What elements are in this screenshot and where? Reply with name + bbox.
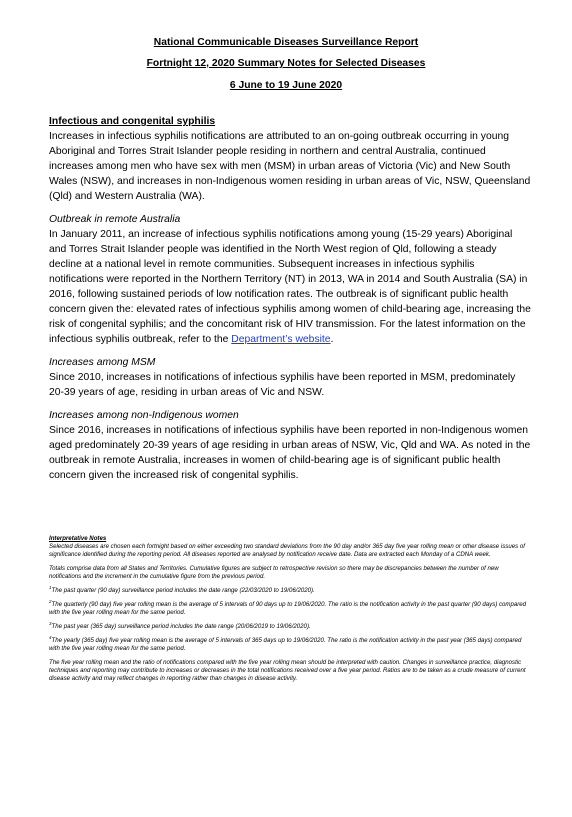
remote-outbreak-end: . <box>330 334 334 345</box>
remote-outbreak-paragraph <box>49 227 531 347</box>
notes-title: Interpretative Notes <box>49 535 107 542</box>
note-2-mark: 2 <box>49 598 52 604</box>
note-3-text: The past year (365 day) surveillance period includes the date range (20/06/2019 to 19/06/2020). <box>51 623 311 630</box>
remote-outbreak-heading: Outbreak in remote Australia <box>49 214 181 225</box>
msm-body: Since 2010, increases in notifications of infectious syphilis have been reported in MSM, predominately 20-39 years of age, residing in urban areas of Vic and NSW. <box>49 372 516 398</box>
syphilis-section <box>49 114 531 483</box>
msm-block <box>49 355 531 400</box>
report-date-range: 6 June to 19 June 2020 <box>229 80 343 91</box>
section-intro: Increases in infectious syphilis notifications are attributed to an on-going outbreak occurring in young Aboriginal and Torres Strait Islander people residing in northern and central Australia, continued increases among men who have sex with men (MSM) in urban areas of Victoria (Vic) and New South Wales (NSW), and increases in non-Indigenous women residing in urban areas of Vic, NSW, Queensland (Qld) and Western Australia (WA). <box>49 131 531 202</box>
notes-selection: Selected diseases are chosen each fortnight based on either exceeding two standard deviations from the 90 day and/or 365 day five year rolling mean or other disease issues of significance identified during the reporting period. All diseases reported are analysed by notification receive date. Data are extracted each Monday of a CDNA week. <box>49 543 525 558</box>
note-3 <box>49 620 531 631</box>
note-1 <box>49 584 531 595</box>
interpretative-notes <box>49 535 531 689</box>
notes-totals: Totals comprise data from all States and Territories. Cumulative figures are subject to retrospective revision so there may be discrepancies between the number of new notifications and the increment in the cumulative figure from the previous period. <box>49 565 499 580</box>
note-1-text: The past quarter (90 day) surveillance period includes the date range (22/03/2020 to 19/06/2020). <box>51 587 315 594</box>
note-4 <box>49 634 531 653</box>
note-1-mark: 1 <box>49 584 52 590</box>
note-2 <box>49 598 531 617</box>
note-3-mark: 3 <box>49 620 52 626</box>
note-4-mark: 4 <box>49 634 52 640</box>
remote-outbreak-block <box>49 212 531 347</box>
note-4-text: The yearly (365 day) five year rolling mean is the average of 5 intervals of 365 days up to 19/06/2020. The ratio is the notification activity in the past year (365 days) compared with the five year rolling mean for the same period. <box>49 637 522 652</box>
women-block <box>49 408 531 483</box>
women-body: Since 2016, increases in notifications of infectious syphilis have been reported in non-Indigenous women aged predominately 20-39 years of age residing in urban areas of NSW, Vic, Qld and WA. As noted in the outbreak in remote Australia, increases in women of child-bearing age is of significant public health concern given the increased risk of congenital syphilis. <box>49 425 531 481</box>
msm-heading: Increases among MSM <box>49 357 156 368</box>
section-title: Infectious and congenital syphilis <box>49 116 216 127</box>
note-2-text: The quarterly (90 day) five year rolling mean is the average of 5 intervals of 90 days up to 19/06/2020. The ratio is the notification activity in the past quarter (90 days) compared with the five year rolling mean for the same period. <box>49 601 527 616</box>
report-title: National Communicable Diseases Surveillance Report <box>153 37 419 48</box>
notes-caution: The five year rolling mean and the ratio of notifications compared with the five year rolling mean should be interpreted with caution. Changes in surveillance practice, diagnostic techniques and reporting may contribute to increases or decreases in the total notifications received over a five year period. Ratios are to be taken as a crude measure of current disease activity and may reflect changes in reporting rather than changes in disease activity. <box>49 659 526 682</box>
women-heading: Increases among non-Indigenous women <box>49 410 239 421</box>
report-subtitle: Fortnight 12, 2020 Summary Notes for Selected Diseases <box>146 58 426 69</box>
remote-outbreak-body: In January 2011, an increase of infectious syphilis notifications among young (15-29 years) Aboriginal and Torres Strait Islander people was identified in the North West region of Qld, following a steady decline at a national level in remote communities. Subsequent increases in infectious syphilis notifications were reported in the Northern Territory (NT) in 2013, WA in 2014 and South Australia (SA) in 2016, following sustained periods of low notification rates. The outbreak is of significant public health concern given the: elevated rates of infectious syphilis among women of child-bearing age, increasing the risk of congenital syphilis; and the concomitant risk of HIV transmission. For the latest information on the infectious syphilis outbreak, refer to the <box>49 229 531 345</box>
department-website-link[interactable]: Department’s website <box>231 334 331 345</box>
